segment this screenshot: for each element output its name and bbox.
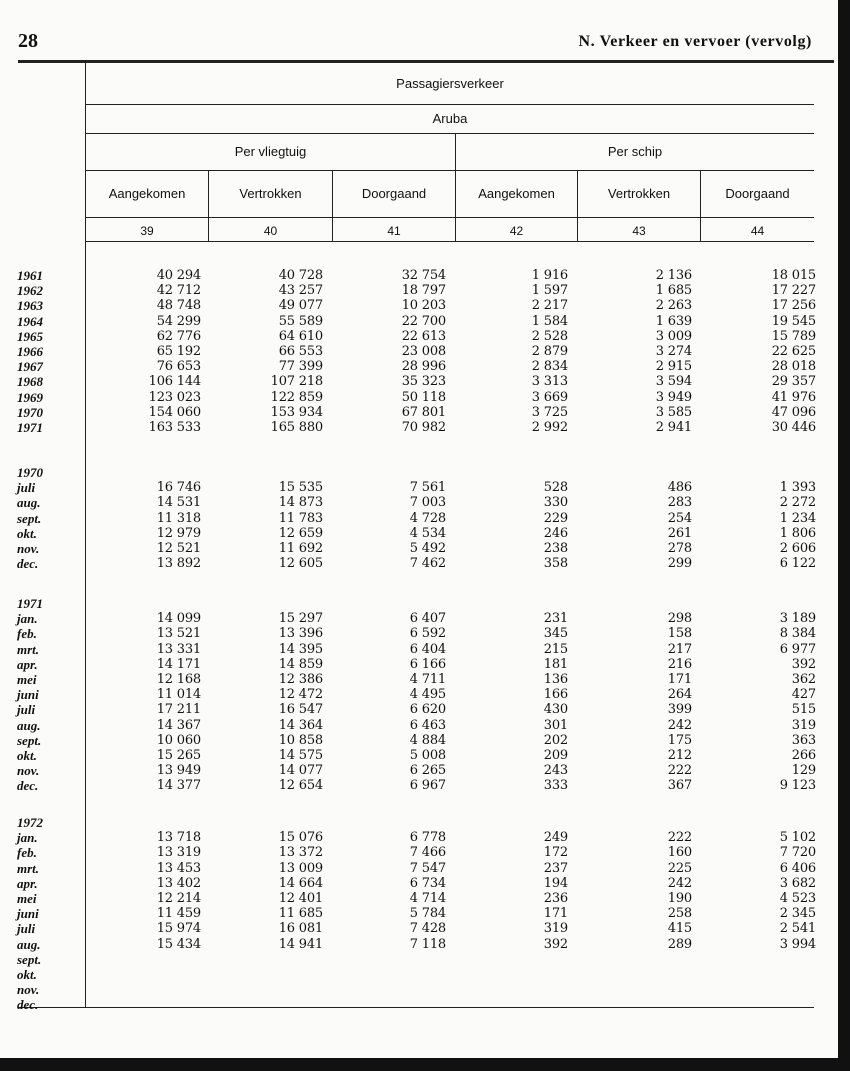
table-cell: 12 521 (156, 541, 201, 556)
table-cell: 123 023 (148, 389, 201, 405)
row-label: aug. (17, 936, 41, 952)
table-cell: 2 528 (531, 328, 568, 344)
table-cell: 15 297 (278, 611, 323, 627)
table-cell: 13 521 (156, 626, 201, 642)
table-cell: 1 393 (779, 480, 816, 496)
table-cell: 40 294 (156, 268, 201, 283)
table-cell: 8 384 (779, 626, 816, 642)
table-cell: 10 858 (278, 732, 323, 748)
table-cell: 28 018 (771, 359, 816, 375)
table-cell: 15 789 (771, 328, 816, 344)
row-label: 1971 (17, 420, 43, 435)
table-top-rule (18, 60, 834, 63)
table-cell: 13 372 (278, 845, 323, 861)
table-cell: 5 784 (409, 906, 446, 922)
header-rule-4 (86, 217, 814, 218)
col-header-2: Vertrokken (239, 186, 302, 201)
table-cell: 14 099 (156, 611, 201, 627)
table-cell: 216 (667, 656, 692, 672)
table-cell: 330 (543, 495, 568, 511)
row-label: juli (17, 480, 36, 496)
table-cell: 3 949 (655, 389, 692, 405)
table-cell: 28 996 (401, 359, 446, 375)
row-label: nov. (17, 982, 40, 998)
table-cell: 6 407 (409, 611, 446, 627)
table-cell: 14 377 (156, 778, 201, 794)
table-cell: 2 217 (531, 298, 568, 314)
table-cell: 12 386 (278, 672, 323, 687)
table-cell: 7 720 (779, 845, 816, 861)
table-cell: 9 123 (779, 778, 816, 794)
table-cell: 50 118 (401, 389, 446, 405)
table-cell: 163 533 (148, 420, 201, 435)
row-label: apr. (17, 875, 38, 891)
table-cell: 7 547 (409, 860, 446, 876)
table-cell: 172 (543, 845, 568, 861)
col-header-1: Aangekomen (108, 186, 186, 201)
row-label: mei (17, 672, 37, 687)
table-cell: 18 797 (401, 283, 446, 299)
table-cell: 16 081 (278, 921, 323, 937)
col-number-1: 39 (140, 224, 154, 238)
table-cell: 14 531 (156, 495, 201, 511)
table-cell: 18 015 (771, 268, 816, 283)
table-cell: 264 (667, 687, 692, 703)
table-cell: 13 949 (156, 763, 201, 779)
table-cell: 246 (543, 525, 568, 541)
table-cell: 4 495 (409, 687, 446, 703)
table-cell: 6 977 (779, 641, 816, 657)
table-cell: 11 318 (156, 510, 201, 526)
row-label: nov. (17, 763, 40, 779)
table-cell: 14 873 (278, 495, 323, 511)
table-cell: 6 734 (409, 875, 446, 891)
col-number-6: 44 (750, 224, 765, 238)
table-cell: 2 136 (655, 268, 692, 283)
table-cell: 4 884 (409, 732, 446, 748)
table-cell: 266 (791, 748, 816, 763)
table-cell: 13 319 (156, 845, 201, 861)
table-cell: 6 404 (409, 641, 446, 657)
table-cell: 15 974 (156, 921, 201, 937)
table-cell: 283 (667, 495, 692, 511)
table-bottom-rule (18, 1007, 814, 1008)
table-cell: 236 (543, 891, 568, 906)
col-number-4: 42 (509, 224, 524, 238)
table-cell: 153 934 (270, 404, 323, 420)
table-cell: 3 274 (655, 344, 692, 359)
table-cell: 154 060 (148, 404, 201, 420)
table-cell: 258 (667, 906, 692, 922)
row-label: 1963 (17, 298, 43, 314)
table-cell: 22 625 (771, 344, 816, 359)
table-cell: 171 (667, 672, 692, 687)
table-cell: 43 257 (278, 283, 323, 299)
table-cell: 7 561 (409, 480, 446, 496)
row-label: dec. (17, 997, 39, 1013)
table-cell: 14 171 (156, 656, 201, 672)
table-cell: 415 (667, 921, 692, 937)
row-label: sept. (17, 951, 42, 967)
table-cell: 1 234 (779, 510, 816, 526)
row-label: juli (17, 921, 36, 937)
table-cell: 6 778 (409, 830, 446, 846)
table-cell: 12 979 (156, 525, 201, 541)
table-cell: 427 (791, 687, 816, 703)
table-cell: 243 (543, 763, 568, 779)
table-cell: 363 (791, 732, 816, 748)
table-cell: 299 (667, 556, 692, 572)
row-label: sept. (17, 732, 42, 748)
row-label: feb. (17, 626, 37, 642)
table-cell: 16 547 (278, 702, 323, 718)
table-cell: 217 (667, 641, 692, 657)
table-cell: 11 692 (278, 541, 323, 556)
row-label: okt. (17, 525, 37, 541)
header-rule-2 (86, 133, 814, 134)
header-rule-5 (86, 241, 814, 242)
table-cell: 289 (667, 936, 692, 952)
table-cell: 3 585 (655, 404, 692, 420)
table-cell: 181 (543, 656, 568, 672)
row-label: 1961 (17, 268, 43, 283)
table-cell: 54 299 (156, 313, 201, 329)
header-group-air: Per vliegtuig (234, 144, 307, 159)
row-label: jan. (17, 830, 38, 846)
table-cell: 23 008 (401, 344, 446, 359)
table-cell: 77 399 (278, 359, 323, 375)
row-label: 1967 (17, 359, 43, 375)
table-cell: 13 402 (156, 875, 201, 891)
table-cell: 6 620 (409, 702, 446, 718)
block-year-label: 1970 (17, 465, 43, 480)
row-label: dec. (17, 778, 39, 794)
table-cell: 6 406 (779, 860, 816, 876)
table-cell: 486 (667, 480, 692, 496)
table-cell: 358 (543, 556, 568, 572)
table-cell: 2 992 (531, 420, 568, 435)
table-cell: 136 (543, 672, 568, 687)
col-number-3: 41 (387, 224, 401, 238)
table-cell: 14 859 (278, 656, 323, 672)
row-label: 1964 (17, 313, 43, 329)
table-cell: 12 168 (156, 672, 201, 687)
table-cell: 129 (791, 763, 816, 779)
table-cell: 222 (667, 763, 692, 779)
row-label: sept. (17, 510, 42, 526)
table-cell: 209 (543, 748, 568, 763)
row-label: juli (17, 702, 36, 718)
table-cell: 66 553 (278, 344, 323, 359)
table-cell: 229 (543, 510, 568, 526)
header-sub: Aruba (432, 111, 468, 126)
table-cell: 2 606 (779, 541, 816, 556)
row-label: 1968 (17, 374, 43, 390)
row-label: okt. (17, 748, 37, 763)
table-cell: 107 218 (270, 374, 323, 390)
col-number-2: 40 (263, 224, 278, 238)
table-cell: 2 345 (779, 906, 816, 922)
table-cell: 5 492 (409, 541, 446, 556)
table-cell: 22 700 (401, 313, 446, 329)
table-cell: 12 654 (278, 778, 323, 794)
table-cell: 2 941 (655, 420, 692, 435)
table-cell: 17 227 (771, 283, 816, 299)
table-cell: 7 118 (409, 936, 446, 952)
table-cell: 14 364 (278, 717, 323, 733)
table-cell: 319 (543, 921, 568, 937)
col-header-5: Vertrokken (607, 186, 671, 201)
table-cell: 3 313 (531, 374, 568, 390)
table-cell: 6 463 (409, 717, 446, 733)
header-rule-1 (86, 104, 814, 105)
table-cell: 42 712 (156, 283, 201, 299)
table-cell: 10 060 (156, 732, 201, 748)
table-cell: 7 003 (409, 495, 446, 511)
table-cell: 345 (543, 626, 568, 642)
table-cell: 14 575 (278, 748, 323, 763)
table-cell: 1 584 (531, 313, 568, 329)
row-label: jan. (17, 611, 38, 627)
table-cell: 515 (791, 702, 816, 718)
table-cell: 249 (543, 830, 568, 846)
stub-column-rule (85, 62, 86, 1007)
table-cell: 4 523 (779, 891, 816, 906)
table-cell: 3 725 (531, 404, 568, 420)
table-cell: 12 472 (278, 687, 323, 703)
row-label: 1969 (17, 389, 43, 405)
table-cell: 11 459 (156, 906, 201, 922)
table-cell: 202 (543, 732, 568, 748)
table-cell: 40 728 (278, 268, 323, 283)
table-cell: 194 (543, 875, 568, 891)
table-cell: 4 711 (409, 672, 446, 687)
table-cell: 4 728 (409, 510, 446, 526)
table-cell: 6 592 (409, 626, 446, 642)
table-cell: 367 (667, 778, 692, 794)
table-cell: 13 453 (156, 860, 201, 876)
table-cell: 3 009 (655, 328, 692, 344)
table-cell: 166 (543, 687, 568, 703)
table-cell: 106 144 (148, 374, 201, 390)
table-cell: 17 211 (156, 702, 201, 718)
table-cell: 12 214 (156, 891, 201, 906)
table-cell: 11 783 (278, 510, 323, 526)
row-label: 1965 (17, 328, 43, 344)
row-label: 1970 (17, 404, 43, 420)
table-cell: 14 941 (278, 936, 323, 952)
table-cell: 278 (667, 541, 692, 556)
table-cell: 32 754 (401, 268, 446, 283)
table-cell: 30 446 (771, 420, 816, 435)
table-cell: 12 401 (278, 891, 323, 906)
table-cell: 1 639 (655, 313, 692, 329)
table-cell: 6 122 (779, 556, 816, 572)
col-header-4: Aangekomen (478, 186, 555, 201)
row-label: apr. (17, 656, 38, 672)
table-cell: 333 (543, 778, 568, 794)
row-label: nov. (17, 541, 40, 556)
col-number-5: 43 (632, 224, 646, 238)
table-cell: 1 685 (655, 283, 692, 299)
table-cell: 41 976 (771, 389, 816, 405)
table-cell: 4 534 (409, 525, 446, 541)
table-cell: 14 395 (278, 641, 323, 657)
row-label: feb. (17, 845, 37, 861)
table-cell: 22 613 (401, 328, 446, 344)
table-cell: 13 892 (156, 556, 201, 572)
table-cell: 298 (667, 611, 692, 627)
table-cell: 13 396 (278, 626, 323, 642)
row-label: juni (17, 906, 39, 922)
header-main: Passagiersverkeer (396, 76, 504, 91)
table-cell: 1 597 (531, 283, 568, 299)
table-cell: 15 535 (278, 480, 323, 496)
table-cell: 3 189 (779, 611, 816, 627)
table-cell: 165 880 (270, 420, 323, 435)
table-cell: 7 428 (409, 921, 446, 937)
table-cell: 215 (543, 641, 568, 657)
table-cell: 362 (791, 672, 816, 687)
block-year-label: 1972 (17, 815, 43, 830)
table-cell: 319 (791, 717, 816, 733)
row-label: aug. (17, 495, 41, 511)
table-cell: 2 272 (779, 495, 816, 511)
table-cell: 13 009 (278, 860, 323, 876)
table-cell: 10 203 (401, 298, 446, 314)
table-cell: 13 718 (156, 830, 201, 846)
table-cell: 212 (667, 748, 692, 763)
table-cell: 238 (543, 541, 568, 556)
table-cell: 64 610 (278, 328, 323, 344)
row-label: 1966 (17, 344, 43, 359)
row-label: juni (17, 687, 39, 703)
table-cell: 1 806 (779, 525, 816, 541)
table-cell: 6 265 (409, 763, 446, 779)
table-cell: 35 323 (401, 374, 446, 390)
table-cell: 430 (543, 702, 568, 718)
table-cell: 2 541 (779, 921, 816, 937)
row-label: okt. (17, 967, 37, 982)
table-cell: 2 834 (531, 359, 568, 375)
table-cell: 242 (667, 717, 692, 733)
table-cell: 190 (667, 891, 692, 906)
table-cell: 3 669 (531, 389, 568, 405)
table-cell: 13 331 (156, 641, 201, 657)
block-year-label: 1971 (17, 596, 43, 611)
row-label: mrt. (17, 860, 40, 876)
table-cell: 65 192 (156, 344, 201, 359)
table-cell: 242 (667, 875, 692, 891)
table-cell: 392 (543, 936, 568, 952)
col-header-3: Doorgaand (361, 186, 427, 201)
table-cell: 237 (543, 860, 568, 876)
header-group-ship: Per schip (607, 144, 663, 159)
table-cell: 7 466 (409, 845, 446, 861)
table-cell: 67 801 (401, 404, 446, 420)
table-cell: 76 653 (156, 359, 201, 375)
table-cell: 2 915 (655, 359, 692, 375)
table-cell: 175 (667, 732, 692, 748)
table-cell: 15 076 (278, 830, 323, 846)
table-cell: 3 994 (779, 936, 816, 952)
table-cell: 4 714 (409, 891, 446, 906)
row-label: mrt. (17, 641, 40, 657)
table-cell: 47 096 (771, 404, 816, 420)
table-cell: 6 166 (409, 656, 446, 672)
table-cell: 17 256 (771, 298, 816, 314)
table-cell: 1 916 (531, 268, 568, 283)
table-cell: 231 (543, 611, 568, 627)
table-cell: 528 (543, 480, 568, 496)
table-cell: 5 102 (779, 830, 816, 846)
table-cell: 12 605 (278, 556, 323, 572)
table-cell: 15 434 (156, 936, 201, 952)
table-cell: 62 776 (156, 328, 201, 344)
table-cell: 2 263 (655, 298, 692, 314)
table-cell: 15 265 (156, 748, 201, 763)
table-cell: 225 (667, 860, 692, 876)
table-cell: 12 659 (278, 525, 323, 541)
table-cell: 2 879 (531, 344, 568, 359)
table-cell: 399 (667, 702, 692, 718)
table-cell: 301 (543, 717, 568, 733)
section-title: N. Verkeer en vervoer (vervolg) (578, 33, 812, 50)
table-cell: 254 (667, 510, 692, 526)
table-cell: 392 (791, 656, 816, 672)
row-label: aug. (17, 717, 41, 733)
table-cell: 14 367 (156, 717, 201, 733)
table-cell: 19 545 (771, 313, 816, 329)
table-cell: 11 685 (278, 906, 323, 922)
table-cell: 11 014 (156, 687, 201, 703)
table-cell: 158 (667, 626, 692, 642)
table-cell: 49 077 (278, 298, 323, 314)
table-cell: 261 (667, 525, 692, 541)
table-cell: 3 594 (655, 374, 692, 390)
table-cell: 171 (543, 906, 568, 922)
row-label: 1962 (17, 283, 43, 299)
table-cell: 14 664 (278, 875, 323, 891)
table-cell: 55 589 (278, 313, 323, 329)
page-number: 28 (18, 30, 38, 52)
table-cell: 29 357 (771, 374, 816, 390)
table-cell: 3 682 (779, 875, 816, 891)
row-label: mei (17, 891, 37, 906)
table-cell: 222 (667, 830, 692, 846)
table-cell: 16 746 (156, 480, 201, 496)
table-cell: 122 859 (270, 389, 323, 405)
row-label: dec. (17, 556, 39, 572)
table-cell: 160 (667, 845, 692, 861)
col-header-6: Doorgaand (725, 186, 790, 201)
header-rule-3 (86, 170, 814, 171)
table-cell: 70 982 (401, 420, 446, 435)
table-cell: 14 077 (278, 763, 323, 779)
table-cell: 6 967 (409, 778, 446, 794)
table-cell: 7 462 (409, 556, 446, 572)
table-cell: 5 008 (409, 748, 446, 763)
table-cell: 48 748 (156, 298, 201, 314)
